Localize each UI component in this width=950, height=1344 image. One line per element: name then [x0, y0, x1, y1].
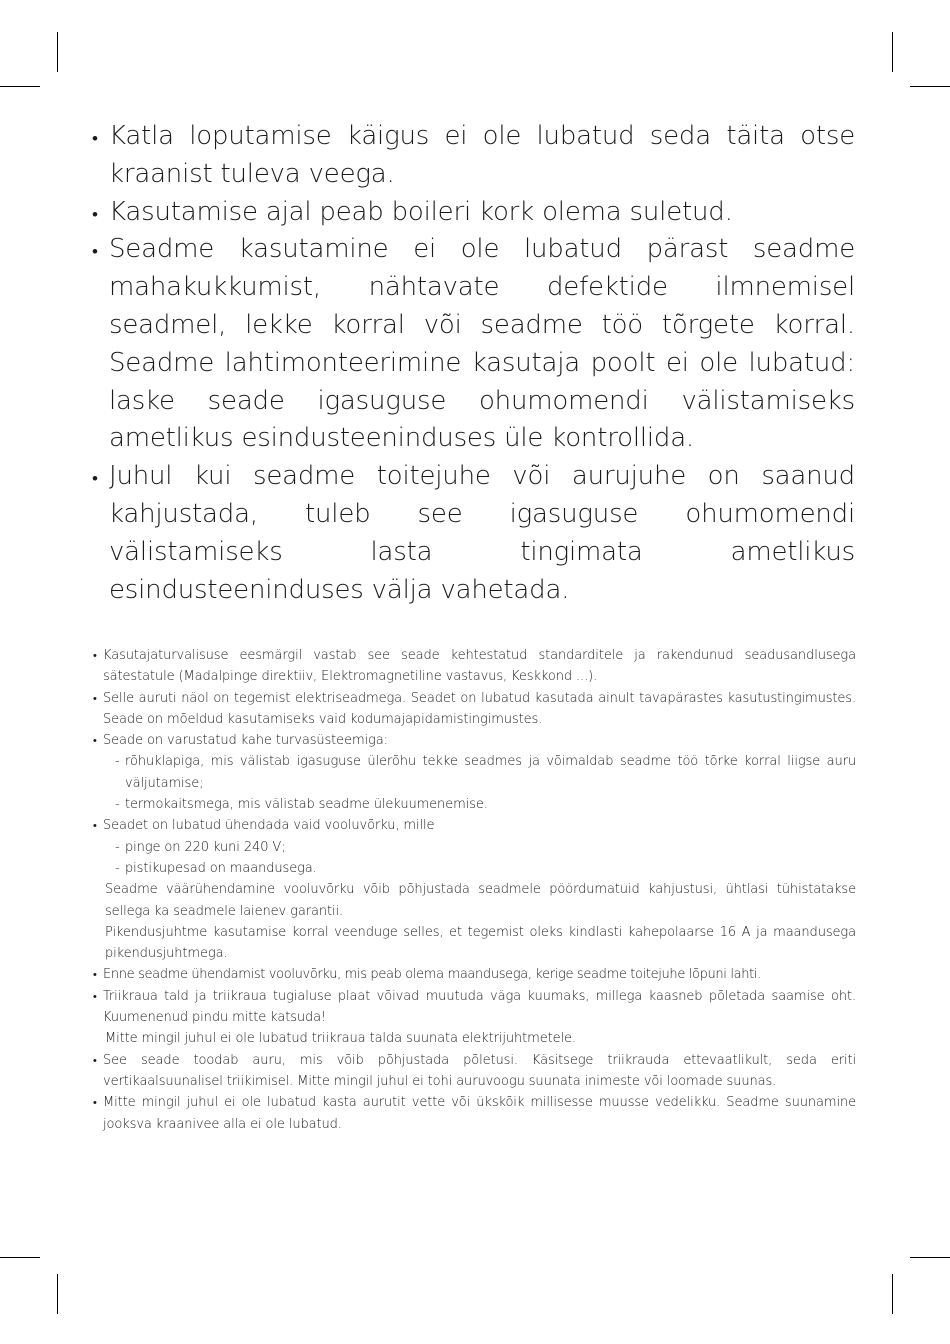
safety-item — [93, 645, 856, 688]
large-bullet-item — [92, 118, 855, 194]
large-bullet-text: Juhul kui seadme toitejuhe või aurujuhe on saanud kahjustada, tuleb see igasuguse ohumomendi välistamiseks lasta tingimata ametlikus esindusteeninduses välja vahetada. — [109, 461, 855, 605]
safety-item — [93, 964, 856, 985]
safety-subitem-text: termokaitsmega, mis välistab seadme ülekuumenemise. — [125, 797, 488, 813]
large-bullet-text: Kasutamise ajal peab boileri kork olema suletud. — [109, 196, 733, 227]
safety-item-text: Triikraua tald ja triikraua tugialuse plaat võivad muutuda väga kuumaks, millega kaasneb põletada saamise oht. Kuumenenud pindu mitte katsuda! — [103, 988, 856, 1026]
large-bullet-text: Seadme kasutamine ei ole lubatud pärast seadme mahakukkumist, nähtavate defektide ilmnemisel seadmel, lekke korral või seadme töö tõrgete korral. Seadme lahtimonteerimine kasutaja poolt ei ole lubatud: laske seade igasuguse ohumomendi välistamiseks ametlikus esindusteeninduses üle kontrollida. — [109, 234, 855, 454]
large-bullet-item — [92, 458, 855, 609]
safety-subitem-text: pinge on 220 kuni 240 V; — [125, 839, 286, 855]
safety-item — [93, 815, 856, 964]
crop-mark-top-left-horizontal — [0, 86, 40, 87]
crop-mark-top-right-vertical — [892, 32, 893, 72]
safety-item-text: Seade on varustatud kahe turvasüsteemiga: — [103, 733, 388, 749]
safety-subitem-text: rõhuklapiga, mis välistab igasuguse ülerõhu tekke seadmes ja võimaldab seadme töö tõrke korral liigse auru väljutamise; — [125, 754, 856, 791]
bullet-icon — [93, 688, 97, 709]
bullet-icon — [92, 194, 98, 235]
dash-mark: - — [115, 797, 120, 813]
safety-item-text: See seade toodab auru, mis võib põhjustada põletusi. Käsitsege triikrauda ettevaatlikult, seda eriti vertikaalsuunalisel triikimisel. Mitte mingil juhul ei tohi auruvoogu suunata inimeste või loomade suunas. — [103, 1052, 856, 1089]
safety-subitem — [115, 837, 856, 858]
dash-mark: - — [115, 754, 120, 770]
safety-paragraph: Seadme väärühendamine vooluvõrku võib põhjustada seadmele pöördumatuid kahjustusi, ühtlasi tühistatakse sellega ka seadmele laienev garantii. — [105, 882, 856, 919]
crop-mark-bottom-left-vertical — [57, 1274, 58, 1314]
safety-item — [93, 986, 856, 1050]
safety-subitem-text: pistikupesad on maandusega. — [125, 860, 317, 876]
large-bullet-item — [92, 194, 855, 232]
crop-mark-top-right-horizontal — [910, 86, 950, 87]
safety-subitem — [115, 794, 856, 815]
large-bullet-text: Katla loputamise käigus ei ole lubatud seda täita otse kraanist tuleva veega. — [109, 121, 855, 189]
crop-mark-bottom-right-horizontal — [910, 1257, 950, 1258]
bullet-icon — [93, 1050, 97, 1071]
bullet-icon — [93, 815, 97, 836]
large-bullet-item — [92, 231, 855, 458]
safety-subitem — [115, 858, 856, 879]
bullet-icon — [93, 730, 97, 751]
safety-item-text: Mitte mingil juhul ei ole lubatud kasta aurutit vette või ükskõik millisesse muusse vedelikku. Seadme suunamine jooksva kraanivee alla ei ole lubatud. — [103, 1095, 856, 1132]
safety-item-text: Selle auruti näol on tegemist elektriseadmega. Seadet on lubatud kasutada ainult tavapärastes kasutustingimustes. Seade on mõeldud kasutamiseks vaid kodumajapidamistingimustes. — [103, 690, 856, 727]
bullet-icon — [93, 1092, 97, 1113]
bullet-icon — [93, 645, 97, 666]
safety-instructions-list — [93, 645, 856, 1135]
safety-item — [93, 1092, 856, 1135]
safety-paragraph: Pikendusjuhtme kasutamise korral veenduge selles, et tegemist oleks kindlasti kahepolaarse 16 A ja maandusega pikendusjuhtmega. — [105, 924, 856, 962]
crop-mark-top-left-vertical — [57, 32, 58, 72]
bullet-icon — [93, 986, 97, 1007]
safety-subitem — [115, 751, 856, 794]
dash-mark: - — [115, 860, 120, 876]
safety-paragraph: Mitte mingil juhul ei ole lubatud triikraua talda suunata elektrijuhtmetele. — [105, 1031, 576, 1047]
safety-item-text: Enne seadme ühendamist vooluvõrku, mis peab olema maandusega, kerige seadme toitejuhe lõpuni lahti. — [103, 967, 761, 983]
crop-mark-bottom-right-vertical — [892, 1274, 893, 1314]
safety-item-text: Kasutajaturvalisuse eesmärgil vastab see seade kehtestatud standarditele ja rakendunud seadusandlusega sätestatule (Madalpinge direktiiv, Elektromagnetiline vastavus, Keskkond ...). — [103, 648, 856, 685]
safety-item — [93, 1050, 856, 1093]
safety-item-text: Seadet on lubatud ühendada vaid vooluvõrku, mille — [103, 818, 435, 834]
safety-item — [93, 688, 856, 731]
bullet-icon — [93, 964, 97, 985]
dash-mark: - — [115, 839, 120, 855]
safety-item — [93, 730, 856, 815]
bullet-icon — [92, 118, 98, 159]
bullet-icon — [92, 458, 98, 499]
bullet-icon — [92, 231, 98, 272]
large-warning-list — [92, 118, 855, 609]
crop-mark-bottom-left-horizontal — [0, 1257, 40, 1258]
